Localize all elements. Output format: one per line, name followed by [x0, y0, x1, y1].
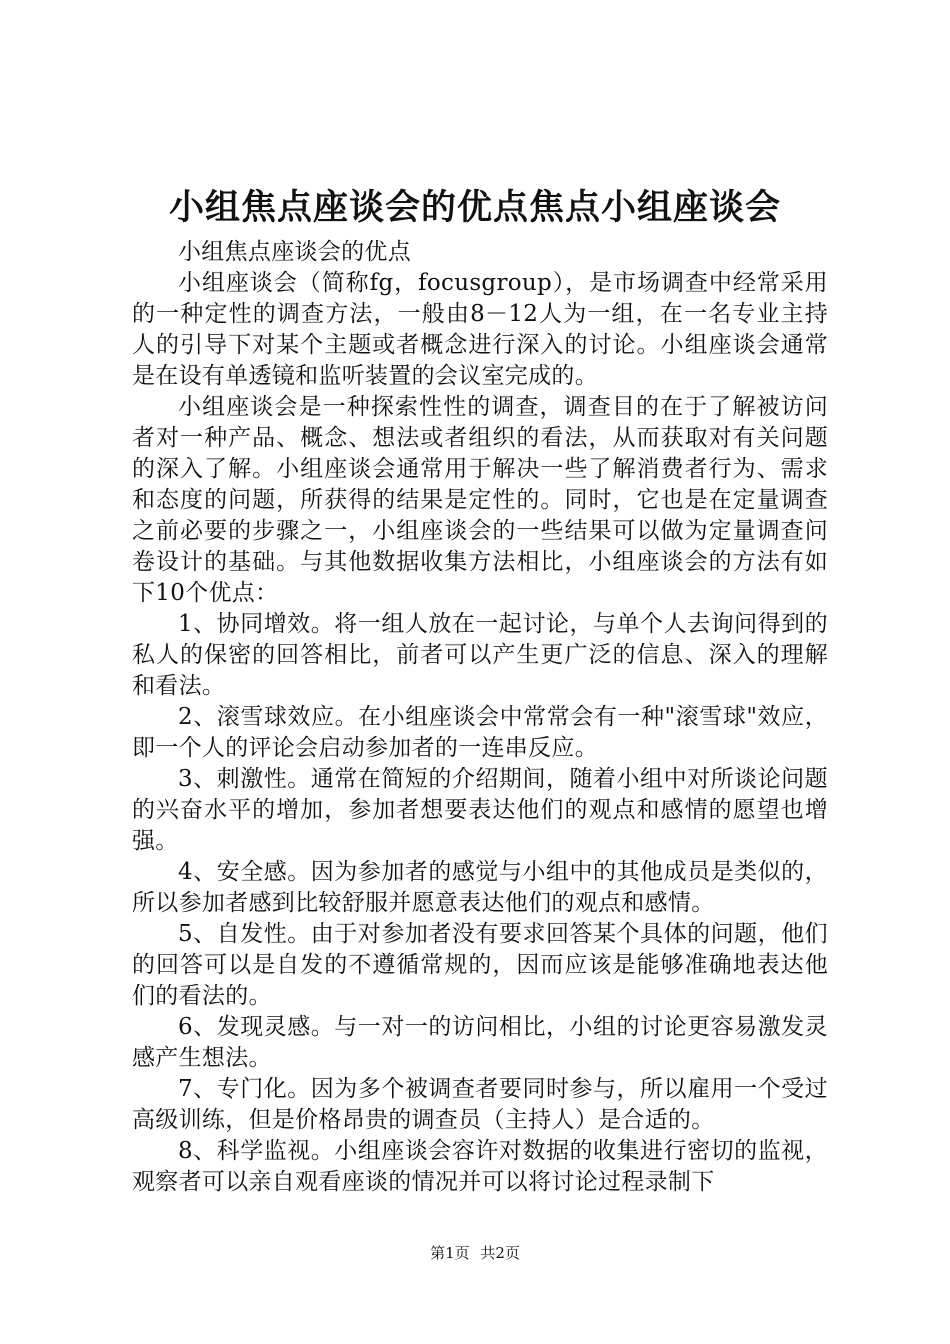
paragraph-intro: 小组座谈会（简称fg，focusgroup），是市场调查中经常采用的一种定性的调查方法，一般由8－12人为一组，在一名专业主持人的引导下对某个主题或者概念进行深入的讨论。小组座谈会通常是在设有单透镜和监听装置的会议室完成的。	[132, 270, 828, 389]
page-footer	[0, 1242, 950, 1264]
paragraph-point-4: 4、安全感。因为参加者的感觉与小组中的其他成员是类似的，所以参加者感到比较舒服并愿意表达他们的观点和感情。	[132, 859, 828, 916]
paragraph-point-3: 3、刺激性。通常在简短的介绍期间，随着小组中对所谈论问题的兴奋水平的增加，参加者想要表达他们的观点和感情的愿望也增强。	[132, 766, 828, 854]
paragraph-point-7: 7、专门化。因为多个被调查者要同时参与，所以雇用一个受过高级训练，但是价格昂贵的调查员（主持人）是合适的。	[132, 1076, 828, 1133]
paragraph-subtitle: 小组焦点座谈会的优点	[178, 239, 411, 265]
paragraph-point-1: 1、协同增效。将一组人放在一起讨论，与单个人去询问得到的私人的保密的回答相比，前者可以产生更广泛的信息、深入的理解和看法。	[132, 611, 828, 699]
document-body	[132, 237, 828, 1198]
document-title: 小组焦点座谈会的优点焦点小组座谈会	[168, 187, 781, 228]
paragraph-point-2: 2、滚雪球效应。在小组座谈会中常常会有一种"滚雪球"效应，即一个人的评论会启动参加者的一连串反应。	[132, 704, 828, 761]
paragraph-purpose: 小组座谈会是一种探索性性的调查，调查目的在于了解被访问者对一种产品、概念、想法或者组织的看法，从而获取对有关问题的深入了解。小组座谈会通常用于解决一些了解消费者行为、需求和态度的问题，所获得的结果是定性的。同时，它也是在定量调查之前必要的步骤之一，小组座谈会的一些结果可以做为定量调查问卷设计的基础。与其他数据收集方法相比，小组座谈会的方法有如下10个优点：	[132, 394, 828, 606]
page-total: 共2页	[480, 1244, 520, 1262]
paragraph-point-6: 6、发现灵感。与一对一的访问相比，小组的讨论更容易激发灵感产生想法。	[132, 1014, 828, 1071]
page-number: 第1页	[430, 1244, 470, 1262]
paragraph-point-5: 5、自发性。由于对参加者没有要求回答某个具体的问题，他们的回答可以是自发的不遵循常规的，因而应该是能够准确地表达他们的看法的。	[132, 921, 828, 1009]
paragraph-point-8: 8、科学监视。小组座谈会容许对数据的收集进行密切的监视，观察者可以亲自观看座谈的情况并可以将讨论过程录制下	[132, 1138, 828, 1195]
